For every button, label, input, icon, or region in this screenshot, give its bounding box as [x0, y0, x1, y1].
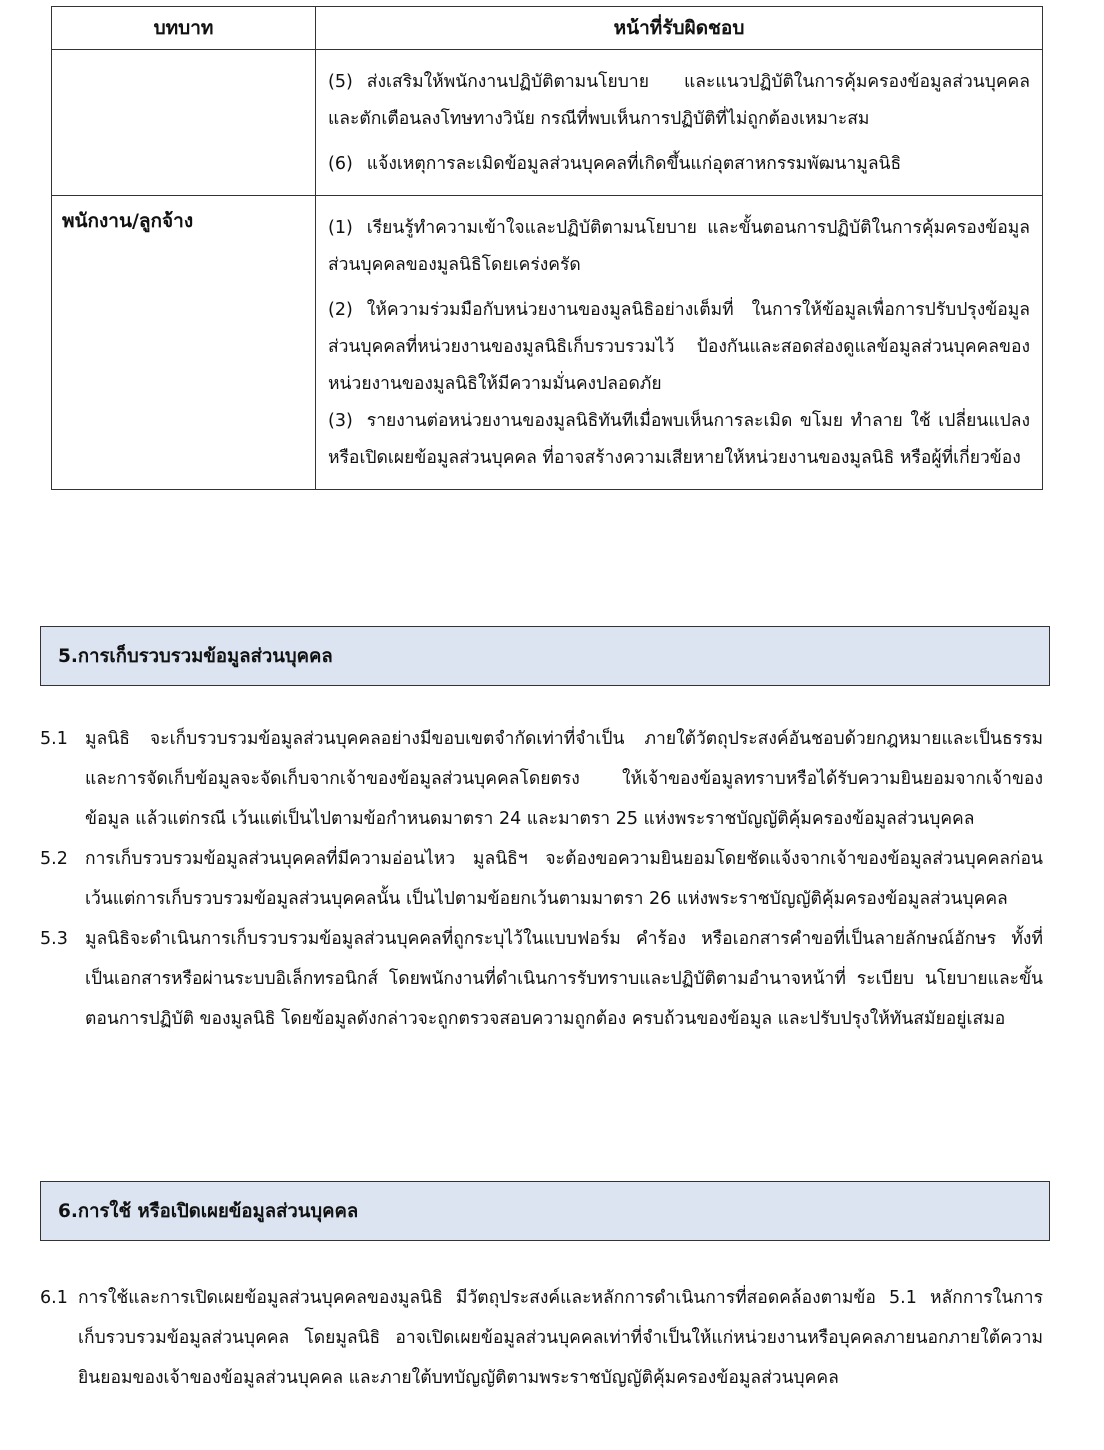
duties-column-header: หน้าที่รับผิดชอบ: [316, 7, 1043, 50]
section-6-heading: [40, 1181, 1050, 1241]
clause-text: การใช้และการเปิดเผยข้อมูลส่วนบุคคลของมูลนิธิ มีวัตถุประสงค์และหลักการดำเนินการที่สอดคล้องตามข้อ 5.1 หลักการในการเก็บรวบรวมข้อมูลส่วนบุคคล โดยมูลนิธิ อาจเปิดเผยข้อมูลส่วนบุคคลเท่าที่จำเป็นให้แก่หน่วยงานหรือบุคคลภายนอกภายใต้ความยินยอมของเจ้าของข้อมูลส่วนบุคคล และภายใต้บทบัญญัติตามพระราชบัญญัติคุ้มครองข้อมูลส่วนบุคคล: [78, 1288, 1043, 1388]
table-row: [52, 196, 1043, 490]
role-cell: [52, 50, 316, 196]
clause-text: การเก็บรวบรวมข้อมูลส่วนบุคคลที่มีความอ่อนไหว มูลนิธิฯ จะต้องขอความยินยอมโดยชัดแจ้งจากเจ้าของข้อมูลส่วนบุคคลก่อน เว้นแต่การเก็บรวบรวมข้อมูลส่วนบุคคลนั้น เป็นไปตามข้อยกเว้นตามมาตรา 26 แห่งพระราชบัญญัติคุ้มครองข้อมูลส่วนบุคคล: [85, 849, 1043, 909]
duty-item: [328, 403, 1030, 477]
duty-text: รายงานต่อหน่วยงานของมูลนิธิทันทีเมื่อพบเห็นการละเมิด ขโมย ทำลาย ใช้ เปลี่ยนแปลง หรือเปิดเผยข้อมูลส่วนบุคคล ที่อาจสร้างความเสียหายให้หน่วยงานของมูลนิธิ หรือผู้ที่เกี่ยวข้อง: [328, 411, 1030, 468]
clause: [40, 919, 1043, 1039]
section-title: 5.การเก็บรวบรวมข้อมูลส่วนบุคคล: [58, 645, 333, 667]
clause-text: มูลนิธิจะดำเนินการเก็บรวบรวมข้อมูลส่วนบุคคลที่ถูกระบุไว้ในแบบฟอร์ม คำร้อง หรือเอกสารคำขอที่เป็นลายลักษณ์อักษร ทั้งที่เป็นเอกสารหรือผ่านระบบอิเล็กทรอนิกส์ โดยพนักงานที่ดำเนินการรับทราบและปฏิบัติตามอำนาจหน้าที่ ระเบียบ นโยบายและขั้นตอนการปฏิบัติ ของมูลนิธิ โดยข้อมูลดังกล่าวจะถูกตรวจสอบความถูกต้อง ครบถ้วนของข้อมูล และปรับปรุงให้ทันสมัยอยู่เสมอ: [85, 929, 1043, 1029]
duty-item: [328, 146, 1030, 183]
duty-item: [328, 64, 1030, 138]
clause: [40, 1278, 1043, 1398]
duty-number: (2): [328, 300, 353, 320]
role-column-header: บทบาท: [52, 7, 316, 50]
duties-cell: [316, 196, 1043, 490]
section-5-clauses: [40, 719, 1043, 1039]
duty-number: (5): [328, 72, 353, 92]
duty-number: (1): [328, 218, 353, 238]
roles-responsibilities-table: [51, 6, 1043, 490]
role-cell: พนักงาน/ลูกจ้าง: [52, 196, 316, 490]
section-5-heading: [40, 626, 1050, 686]
clause-text: มูลนิธิ จะเก็บรวบรวมข้อมูลส่วนบุคคลอย่างมีขอบเขตจำกัดเท่าที่จำเป็น ภายใต้วัตถุประสงค์อันชอบด้วยกฎหมายและเป็นธรรม และการจัดเก็บข้อมูลจะจัดเก็บจากเจ้าของข้อมูลส่วนบุคคลโดยตรง ให้เจ้าของข้อมูลทราบหรือได้รับความยินยอมจากเจ้าของข้อมูล แล้วแต่กรณี เว้นแต่เป็นไปตามข้อกำหนดมาตรา 24 และมาตรา 25 แห่งพระราชบัญญัติคุ้มครองข้อมูลส่วนบุคคล: [85, 729, 1043, 829]
table-header-row: [52, 7, 1043, 50]
clause-number: 5.3: [40, 929, 68, 949]
duty-text: แจ้งเหตุการละเมิดข้อมูลส่วนบุคคลที่เกิดขึ้นแก่อุตสาหกรรมพัฒนามูลนิธิ: [366, 154, 902, 174]
duties-cell: [316, 50, 1043, 196]
section-6-clauses: [40, 1278, 1043, 1398]
duty-item: [328, 292, 1030, 403]
clause-number: 5.1: [40, 729, 68, 749]
clause: [40, 839, 1043, 919]
section-title: 6.การใช้ หรือเปิดเผยข้อมูลส่วนบุคคล: [58, 1200, 359, 1222]
duty-number: (6): [328, 154, 353, 174]
duty-text: ให้ความร่วมมือกับหน่วยงานของมูลนิธิอย่างเต็มที่ ในการให้ข้อมูลเพื่อการปรับปรุงข้อมูลส่วนบุคคลที่หน่วยงานของมูลนิธิเก็บรวบรวมไว้ ป้องกันและสอดส่องดูแลข้อมูลส่วนบุคคลของหน่วยงานของมูลนิธิให้มีความมั่นคงปลอดภัย: [328, 300, 1030, 394]
table-row: [52, 50, 1043, 196]
clause-number: 5.2: [40, 849, 68, 869]
duty-text: เรียนรู้ทำความเข้าใจและปฏิบัติตามนโยบาย และขั้นตอนการปฏิบัติในการคุ้มครองข้อมูลส่วนบุคคลของมูลนิธิโดยเคร่งครัด: [328, 218, 1030, 275]
duty-item: [328, 210, 1030, 284]
clause: [40, 719, 1043, 839]
duty-number: (3): [328, 411, 353, 431]
clause-number: 6.1: [40, 1288, 68, 1308]
duty-text: ส่งเสริมให้พนักงานปฏิบัติตามนโยบาย และแนวปฏิบัติในการคุ้มครองข้อมูลส่วนบุคคล และตักเตือนลงโทษทางวินัย กรณีที่พบเห็นการปฏิบัติที่ไม่ถูกต้องเหมาะสม: [328, 72, 1030, 129]
